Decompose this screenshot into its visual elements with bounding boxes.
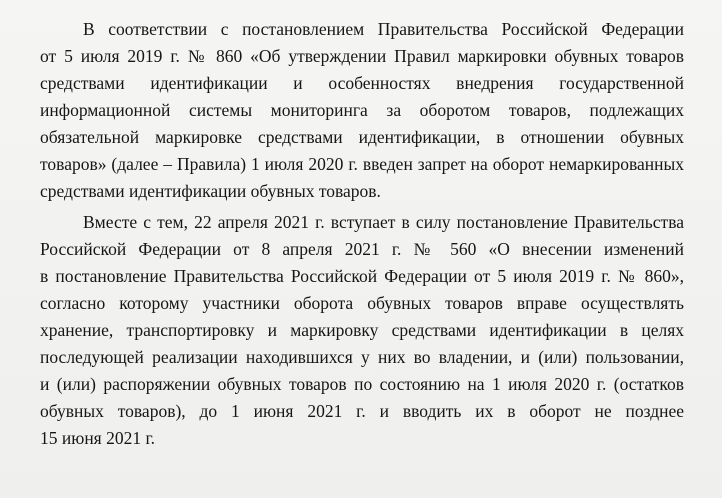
paragraph-2 (40, 209, 684, 452)
text-line: Российской Федерации от 8 апреля 2021 г. № 560 «О внесении изменений (40, 239, 684, 259)
text-line: обувных товаров), до 1 июня 2021 г. и вводить их в оборот не позднее (40, 401, 684, 421)
text-line: обязательной маркировке средствами идентификации, в отношении обувных (40, 127, 684, 147)
text-line: хранение, транспортировку и маркировку средствами идентификации в целях (40, 320, 684, 340)
text-line: в постановление Правительства Российской Федерации от 5 июля 2019 г. № 860», (40, 266, 684, 286)
document-text (40, 16, 684, 452)
text-line: и (или) распоряжении обувных товаров по состоянию на 1 июля 2020 г. (остатков (40, 374, 684, 394)
text-line: товаров» (далее – Правила) 1 июля 2020 г. введен запрет на оборот немаркированных (40, 154, 684, 174)
text-line: информационной системы мониторинга за оборотом товаров, подлежащих (40, 100, 684, 120)
text-line: средствами идентификации обувных товаров. (40, 181, 381, 201)
text-line: согласно которому участники оборота обувных товаров вправе осуществлять (40, 293, 684, 313)
text-line: средствами идентификации и особенностях внедрения государственной (40, 73, 684, 93)
text-line: В соответствии с постановлением Правительства Российской Федерации (83, 19, 684, 39)
paragraph-1 (40, 16, 684, 205)
text-line: Вместе с тем, 22 апреля 2021 г. вступает в силу постановление Правительства (83, 212, 684, 232)
text-line: от 5 июля 2019 г. № 860 «Об утверждении Правил маркировки обувных товаров (40, 46, 684, 66)
text-line: 15 июня 2021 г. (40, 428, 156, 448)
text-line: последующей реализации находившихся у них во владении, и (или) пользовании, (40, 347, 684, 367)
